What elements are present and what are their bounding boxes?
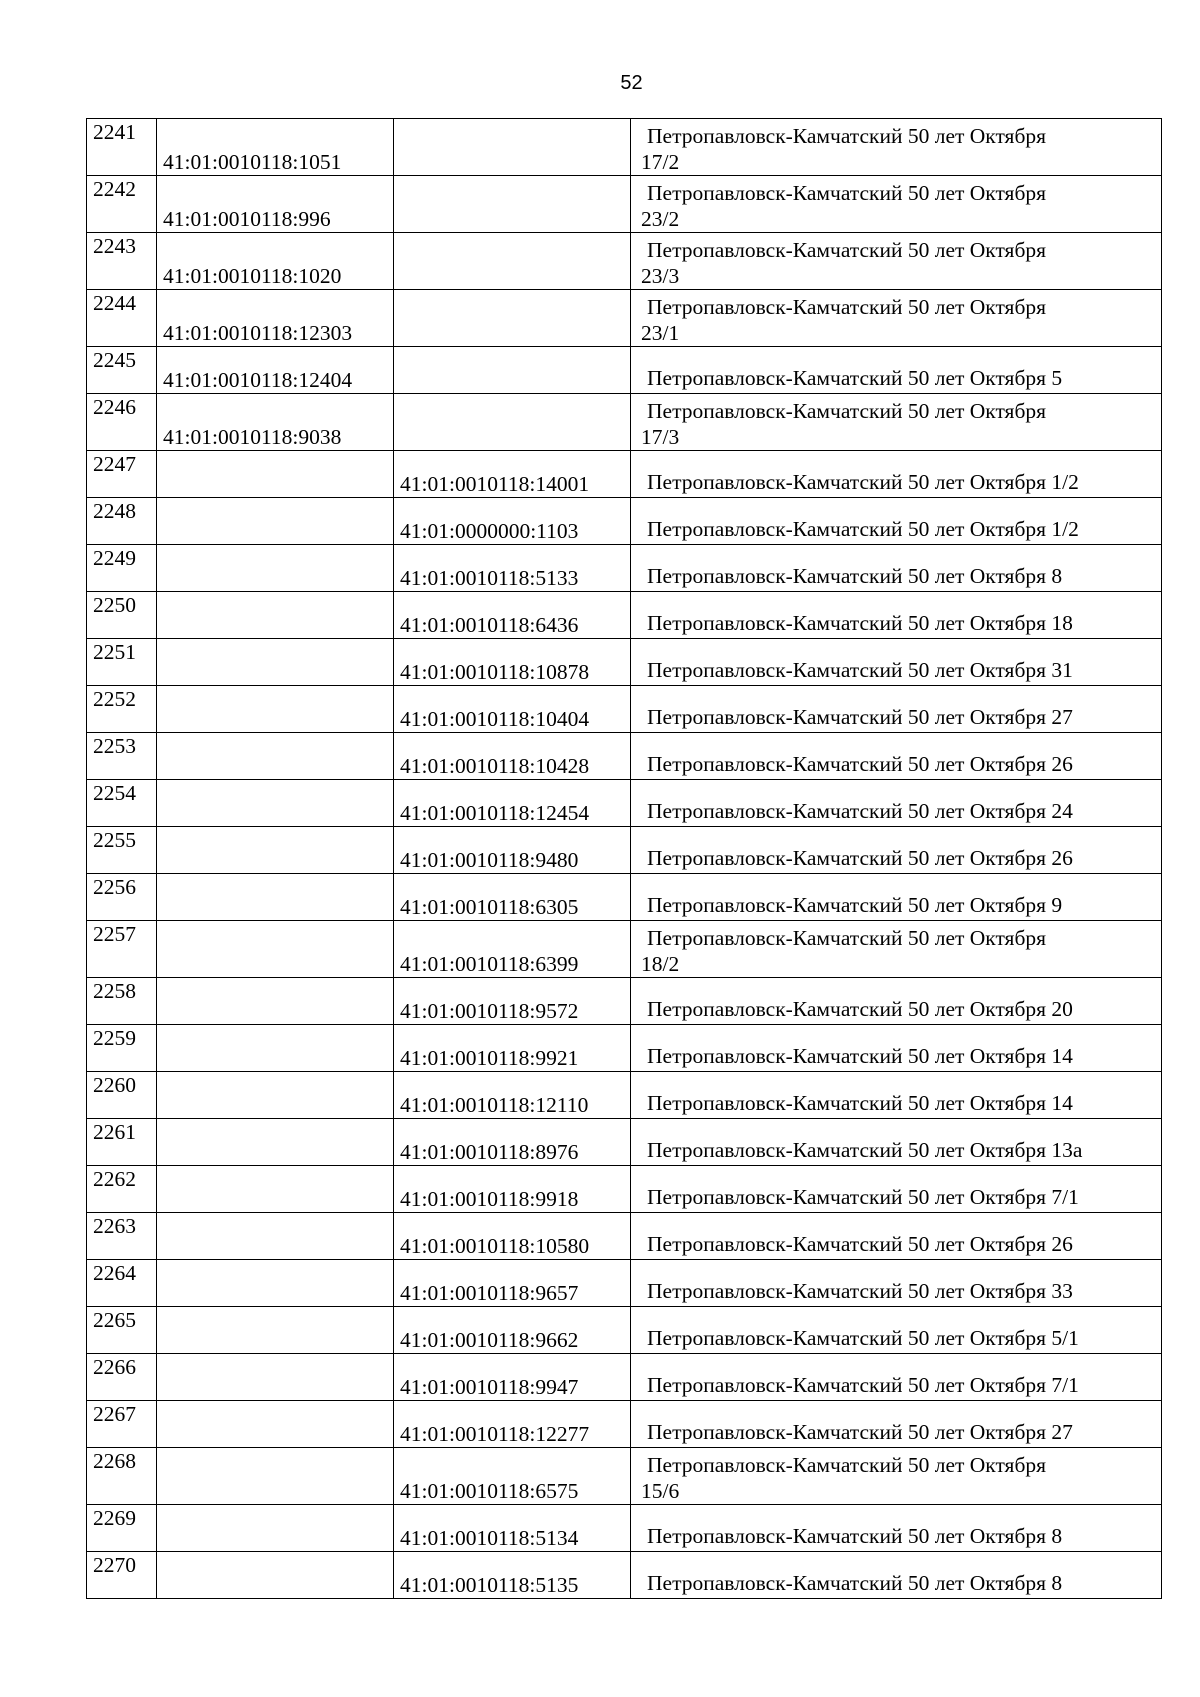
- address-cell: [631, 733, 1162, 780]
- address-cell: [631, 1307, 1162, 1354]
- address-cell: [631, 592, 1162, 639]
- land-cadastral-number-cell: [157, 1401, 394, 1448]
- address-line: Петропавловск-Камчатский 50 лет Октября 26: [647, 752, 1073, 776]
- row-number-cell: 2255: [87, 827, 157, 874]
- address-line: Петропавловск-Камчатский 50 лет Октября: [647, 181, 1047, 205]
- address-cell: [631, 978, 1162, 1025]
- table-row: [87, 1025, 1162, 1072]
- address-line: Петропавловск-Камчатский 50 лет Октября 24: [647, 799, 1073, 823]
- building-cadastral-number-cell: 41:01:0010118:9918: [394, 1166, 631, 1213]
- row-number-cell: 2266: [87, 1354, 157, 1401]
- row-number-cell: 2250: [87, 592, 157, 639]
- row-number-cell: 2270: [87, 1552, 157, 1599]
- row-number-cell: 2242: [87, 176, 157, 233]
- address-cell: [631, 874, 1162, 921]
- address-line: Петропавловск-Камчатский 50 лет Октября 8: [647, 1571, 1063, 1595]
- address-cell: [631, 545, 1162, 592]
- address-line: Петропавловск-Камчатский 50 лет Октября 26: [647, 1232, 1073, 1256]
- row-number-cell: 2265: [87, 1307, 157, 1354]
- building-cadastral-number-cell: 41:01:0010118:9921: [394, 1025, 631, 1072]
- address-line: Петропавловск-Камчатский 50 лет Октября 20: [647, 997, 1073, 1021]
- address-line: Петропавловск-Камчатский 50 лет Октября 1/2: [647, 517, 1079, 541]
- land-cadastral-number-cell: [157, 1025, 394, 1072]
- land-cadastral-number-cell: [157, 686, 394, 733]
- land-cadastral-number-cell: [157, 921, 394, 978]
- row-number-cell: 2244: [87, 290, 157, 347]
- address-cell: [631, 290, 1162, 347]
- row-number-cell: 2251: [87, 639, 157, 686]
- address-cell: [631, 639, 1162, 686]
- address-cell: [631, 1260, 1162, 1307]
- address-house-number: 17/2: [641, 150, 680, 174]
- table-row: [87, 639, 1162, 686]
- land-cadastral-number-cell: [157, 592, 394, 639]
- table-row: [87, 780, 1162, 827]
- address-house-number: 23/1: [641, 321, 680, 345]
- address-cell: [631, 1505, 1162, 1552]
- address-cell: [631, 394, 1162, 451]
- row-number-cell: 2245: [87, 347, 157, 394]
- land-cadastral-number-cell: [157, 1505, 394, 1552]
- address-cell: [631, 827, 1162, 874]
- address-cell: [631, 451, 1162, 498]
- address-line: Петропавловск-Камчатский 50 лет Октября: [647, 926, 1047, 950]
- land-cadastral-number-cell: [157, 978, 394, 1025]
- table-row: [87, 119, 1162, 176]
- row-number-cell: 2268: [87, 1448, 157, 1505]
- address-house-number: 23/3: [641, 264, 680, 288]
- table-row: [87, 1448, 1162, 1505]
- table-row: [87, 233, 1162, 290]
- table-row: [87, 921, 1162, 978]
- address-cell: [631, 1401, 1162, 1448]
- address-cell: [631, 921, 1162, 978]
- address-line: Петропавловск-Камчатский 50 лет Октября: [647, 238, 1047, 262]
- land-cadastral-number-cell: [157, 733, 394, 780]
- address-line: Петропавловск-Камчатский 50 лет Октября 5: [647, 366, 1063, 390]
- land-cadastral-number-cell: 41:01:0010118:12303: [157, 290, 394, 347]
- table-row: [87, 1260, 1162, 1307]
- land-cadastral-number-cell: [157, 1072, 394, 1119]
- row-number-cell: 2252: [87, 686, 157, 733]
- registry-table: [86, 118, 1162, 1599]
- land-cadastral-number-cell: [157, 1307, 394, 1354]
- table-row: [87, 686, 1162, 733]
- row-number-cell: 2269: [87, 1505, 157, 1552]
- row-number-cell: 2264: [87, 1260, 157, 1307]
- address-cell: [631, 1448, 1162, 1505]
- building-cadastral-number-cell: 41:01:0010118:12277: [394, 1401, 631, 1448]
- land-cadastral-number-cell: [157, 1166, 394, 1213]
- land-cadastral-number-cell: [157, 1213, 394, 1260]
- address-line: Петропавловск-Камчатский 50 лет Октября 14: [647, 1091, 1073, 1115]
- land-cadastral-number-cell: [157, 451, 394, 498]
- building-cadastral-number-cell: 41:01:0010118:6305: [394, 874, 631, 921]
- building-cadastral-number-cell: 41:01:0010118:10404: [394, 686, 631, 733]
- building-cadastral-number-cell: 41:01:0010118:6436: [394, 592, 631, 639]
- land-cadastral-number-cell: [157, 874, 394, 921]
- row-number-cell: 2259: [87, 1025, 157, 1072]
- address-line: Петропавловск-Камчатский 50 лет Октября 13а: [647, 1138, 1083, 1162]
- address-cell: [631, 1119, 1162, 1166]
- land-cadastral-number-cell: [157, 1354, 394, 1401]
- land-cadastral-number-cell: 41:01:0010118:1020: [157, 233, 394, 290]
- address-line: Петропавловск-Камчатский 50 лет Октября 26: [647, 846, 1073, 870]
- address-cell: [631, 119, 1162, 176]
- building-cadastral-number-cell: 41:01:0010118:6575: [394, 1448, 631, 1505]
- row-number-cell: 2258: [87, 978, 157, 1025]
- table-row: [87, 592, 1162, 639]
- land-cadastral-number-cell: [157, 1552, 394, 1599]
- land-cadastral-number-cell: [157, 1260, 394, 1307]
- building-cadastral-number-cell: 41:01:0010118:10580: [394, 1213, 631, 1260]
- address-line: Петропавловск-Камчатский 50 лет Октября 14: [647, 1044, 1073, 1068]
- building-cadastral-number-cell: 41:01:0010118:5133: [394, 545, 631, 592]
- building-cadastral-number-cell: [394, 347, 631, 394]
- address-cell: [631, 686, 1162, 733]
- registry-table-body: [87, 119, 1162, 1599]
- address-house-number: 17/3: [641, 425, 680, 449]
- address-line: Петропавловск-Камчатский 50 лет Октября 27: [647, 1420, 1073, 1444]
- table-row: [87, 1213, 1162, 1260]
- row-number-cell: 2254: [87, 780, 157, 827]
- address-line: Петропавловск-Камчатский 50 лет Октября 18: [647, 611, 1073, 635]
- table-row: [87, 347, 1162, 394]
- building-cadastral-number-cell: 41:01:0010118:9572: [394, 978, 631, 1025]
- address-line: Петропавловск-Камчатский 50 лет Октября: [647, 295, 1047, 319]
- building-cadastral-number-cell: 41:01:0010118:10428: [394, 733, 631, 780]
- row-number-cell: 2267: [87, 1401, 157, 1448]
- table-row: [87, 545, 1162, 592]
- building-cadastral-number-cell: [394, 394, 631, 451]
- address-cell: [631, 1213, 1162, 1260]
- address-house-number: 15/6: [641, 1479, 680, 1503]
- building-cadastral-number-cell: 41:01:0010118:5134: [394, 1505, 631, 1552]
- address-line: Петропавловск-Камчатский 50 лет Октября 27: [647, 705, 1073, 729]
- address-house-number: 18/2: [641, 952, 680, 976]
- building-cadastral-number-cell: 41:01:0010118:9947: [394, 1354, 631, 1401]
- building-cadastral-number-cell: 41:01:0010118:12110: [394, 1072, 631, 1119]
- land-cadastral-number-cell: [157, 545, 394, 592]
- land-cadastral-number-cell: [157, 639, 394, 686]
- land-cadastral-number-cell: [157, 1448, 394, 1505]
- table-row: [87, 394, 1162, 451]
- row-number-cell: 2262: [87, 1166, 157, 1213]
- building-cadastral-number-cell: 41:01:0000000:1103: [394, 498, 631, 545]
- address-line: Петропавловск-Камчатский 50 лет Октября: [647, 1453, 1047, 1477]
- row-number-cell: 2256: [87, 874, 157, 921]
- table-row: [87, 1119, 1162, 1166]
- page-number: 52: [620, 72, 643, 94]
- table-row: [87, 1505, 1162, 1552]
- building-cadastral-number-cell: [394, 233, 631, 290]
- address-cell: [631, 176, 1162, 233]
- land-cadastral-number-cell: [157, 1119, 394, 1166]
- land-cadastral-number-cell: [157, 827, 394, 874]
- building-cadastral-number-cell: 41:01:0010118:12454: [394, 780, 631, 827]
- row-number-cell: 2260: [87, 1072, 157, 1119]
- table-row: [87, 451, 1162, 498]
- address-cell: [631, 1552, 1162, 1599]
- building-cadastral-number-cell: 41:01:0010118:8976: [394, 1119, 631, 1166]
- land-cadastral-number-cell: [157, 780, 394, 827]
- address-line: Петропавловск-Камчатский 50 лет Октября 7/1: [647, 1185, 1079, 1209]
- land-cadastral-number-cell: [157, 498, 394, 545]
- table-row: [87, 1166, 1162, 1213]
- building-cadastral-number-cell: 41:01:0010118:10878: [394, 639, 631, 686]
- building-cadastral-number-cell: [394, 290, 631, 347]
- row-number-cell: 2263: [87, 1213, 157, 1260]
- table-row: [87, 874, 1162, 921]
- address-line: Петропавловск-Камчатский 50 лет Октября: [647, 399, 1047, 423]
- table-row: [87, 498, 1162, 545]
- table-row: [87, 733, 1162, 780]
- row-number-cell: 2243: [87, 233, 157, 290]
- building-cadastral-number-cell: 41:01:0010118:9657: [394, 1260, 631, 1307]
- address-line: Петропавловск-Камчатский 50 лет Октября 31: [647, 658, 1073, 682]
- address-cell: [631, 233, 1162, 290]
- building-cadastral-number-cell: [394, 119, 631, 176]
- table-row: [87, 176, 1162, 233]
- building-cadastral-number-cell: 41:01:0010118:9662: [394, 1307, 631, 1354]
- address-cell: [631, 1072, 1162, 1119]
- building-cadastral-number-cell: 41:01:0010118:9480: [394, 827, 631, 874]
- building-cadastral-number-cell: [394, 176, 631, 233]
- address-cell: [631, 1166, 1162, 1213]
- table-row: [87, 1354, 1162, 1401]
- land-cadastral-number-cell: 41:01:0010118:1051: [157, 119, 394, 176]
- address-line: Петропавловск-Камчатский 50 лет Октября 5/1: [647, 1326, 1079, 1350]
- table-row: [87, 1072, 1162, 1119]
- address-line: Петропавловск-Камчатский 50 лет Октября 7/1: [647, 1373, 1079, 1397]
- table-row: [87, 978, 1162, 1025]
- table-row: [87, 827, 1162, 874]
- address-cell: [631, 1354, 1162, 1401]
- row-number-cell: 2246: [87, 394, 157, 451]
- row-number-cell: 2249: [87, 545, 157, 592]
- address-line: Петропавловск-Камчатский 50 лет Октября 33: [647, 1279, 1073, 1303]
- land-cadastral-number-cell: 41:01:0010118:12404: [157, 347, 394, 394]
- land-cadastral-number-cell: 41:01:0010118:9038: [157, 394, 394, 451]
- address-line: Петропавловск-Камчатский 50 лет Октября: [647, 124, 1047, 148]
- table-row: [87, 1307, 1162, 1354]
- row-number-cell: 2257: [87, 921, 157, 978]
- address-line: Петропавловск-Камчатский 50 лет Октября 8: [647, 564, 1063, 588]
- building-cadastral-number-cell: 41:01:0010118:6399: [394, 921, 631, 978]
- row-number-cell: 2248: [87, 498, 157, 545]
- building-cadastral-number-cell: 41:01:0010118:5135: [394, 1552, 631, 1599]
- address-cell: [631, 780, 1162, 827]
- table-row: [87, 1401, 1162, 1448]
- row-number-cell: 2253: [87, 733, 157, 780]
- address-cell: [631, 347, 1162, 394]
- table-row: [87, 290, 1162, 347]
- table-row: [87, 1552, 1162, 1599]
- address-house-number: 23/2: [641, 207, 680, 231]
- row-number-cell: 2247: [87, 451, 157, 498]
- address-line: Петропавловск-Камчатский 50 лет Октября 8: [647, 1524, 1063, 1548]
- address-line: Петропавловск-Камчатский 50 лет Октября 1/2: [647, 470, 1079, 494]
- row-number-cell: 2261: [87, 1119, 157, 1166]
- building-cadastral-number-cell: 41:01:0010118:14001: [394, 451, 631, 498]
- land-cadastral-number-cell: 41:01:0010118:996: [157, 176, 394, 233]
- row-number-cell: 2241: [87, 119, 157, 176]
- address-line: Петропавловск-Камчатский 50 лет Октября 9: [647, 893, 1063, 917]
- address-cell: [631, 1025, 1162, 1072]
- address-cell: [631, 498, 1162, 545]
